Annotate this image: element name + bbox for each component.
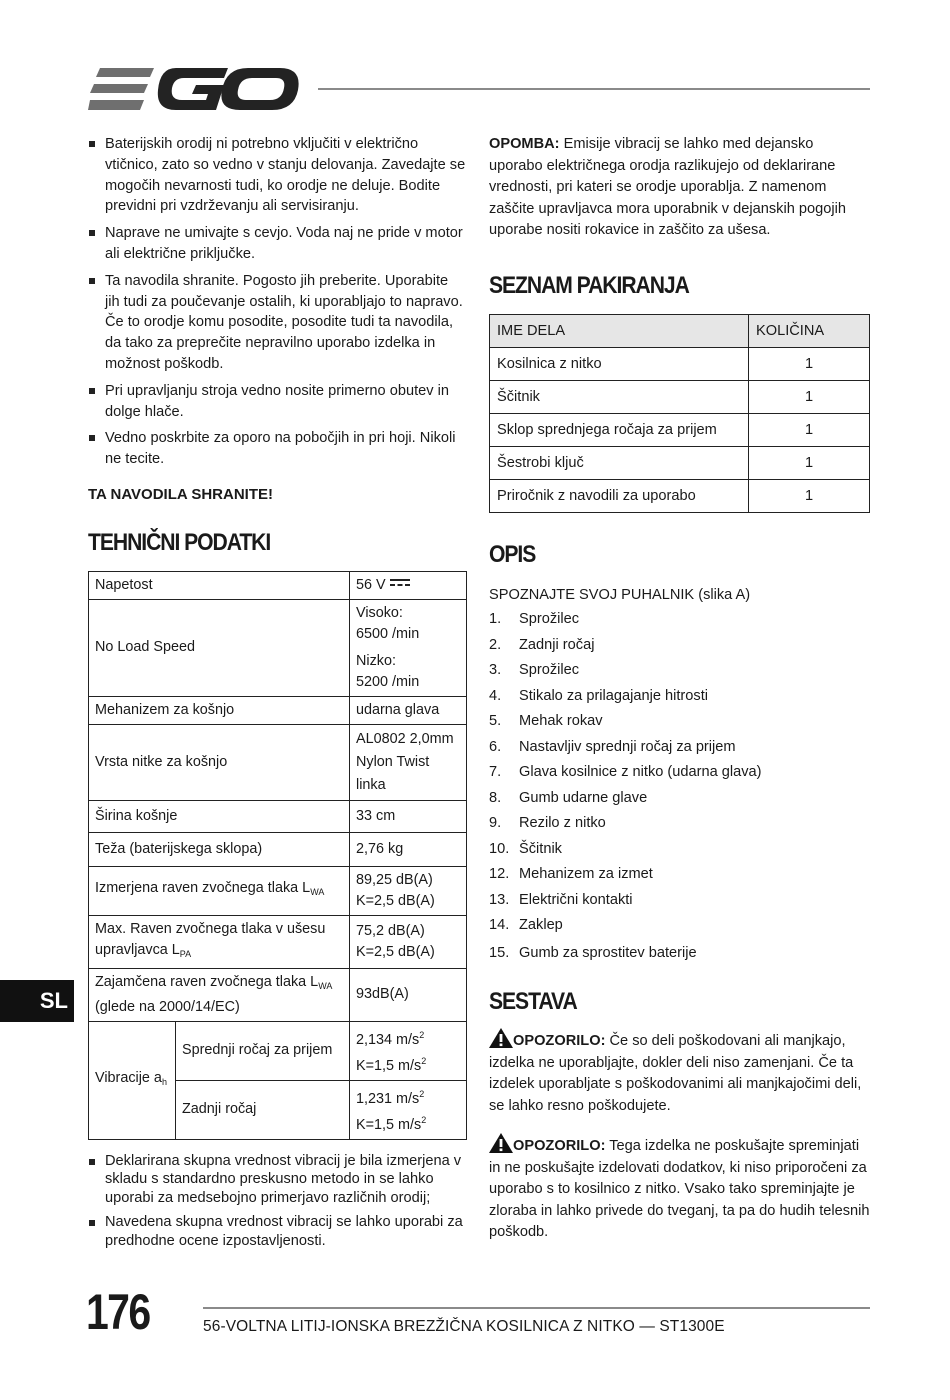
sestava-heading: SESTAVA: [489, 988, 577, 1015]
bullet-square-icon: [89, 278, 95, 284]
footer-rule: [203, 1307, 870, 1309]
list-item: 14. Zaklep: [489, 917, 563, 933]
footer-title: 56-VOLTNA LITIJ-IONSKA BREZŽIČNA KOSILNICA Z NITKO — ST1300E: [203, 1318, 725, 1335]
table-cell: Izmerjena raven zvočnega tlaka $L_{WA}$: [89, 866, 350, 915]
list-item: 7. Glava kosilnice z nitko (udarna glava): [489, 764, 762, 780]
dc-symbol-icon: [390, 578, 410, 588]
vibration-notes: [88, 1152, 466, 1251]
right-column: [489, 134, 870, 1244]
table-cell: Širina košnje: [89, 800, 350, 832]
table-cell: 2,76 kg: [350, 832, 467, 866]
packing-table: [489, 314, 870, 513]
list-item: 12. Mehanizem za izmet: [489, 866, 653, 882]
table-cell: 2,134 $m/s^2$ K=1,5 $m/s^2$: [350, 1021, 467, 1080]
table-cell: AL0802 2,0mm Nylon Twist linka: [350, 724, 467, 800]
bullet-square-icon: [89, 230, 95, 236]
list-item: 1. Sprožilec: [489, 611, 580, 627]
list-item: Navedena skupna vrednost vibracij se lahko uporabi za predhodne ocene izpostavljenosti.: [88, 1213, 466, 1250]
list-item: 2. Zadnji ročaj: [489, 636, 595, 653]
table-cell: Sprednji ročaj za prijem: [176, 1021, 350, 1080]
list-item: Naprave ne umivajte s cevjo. Voda naj ne pride v motor ali električne priključke.: [88, 223, 466, 265]
table-cell: 1,231 $m/s^2$ K=1,5 $m/s^2$: [350, 1080, 467, 1139]
bullet-square-icon: [89, 388, 95, 394]
table-cell: Max. Raven zvočnega tlaka v ušesu upravljavca $L_{PA}$: [89, 915, 350, 968]
warning-1: OPOZORILO: Če so deli poškodovani ali manjkajo, izdelka ne uporabljajte, dokler deli niso zamenjani. Če ta izdelek uporabljate s poškodovanimi ali manjkajočimi deli, se lahko resno poškodujete.: [489, 1028, 870, 1117]
warning-triangle-icon: [489, 1133, 513, 1153]
table-cell: Zadnji ročaj: [176, 1080, 350, 1139]
list-item: Baterijskih orodij ni potrebno vključiti v električno vtičnico, zato so vedno v stanju delovanja. Zavedajte se mogočih nevarnosti tudi, ko orodje ne deluje. Bodite previdni pri vzdrževanju ali servisiranju.: [88, 134, 466, 217]
column-header-qty: KOLIČINA: [749, 314, 870, 347]
table-cell: Napetost: [89, 571, 350, 599]
table-row: Šestrobi ključ 1: [490, 446, 870, 479]
table-cell: No Load Speed: [89, 599, 350, 696]
page-number: 176: [86, 1284, 150, 1340]
list-item: 10. Ščitnik: [489, 840, 562, 857]
list-item: 4. Stikalo za prilagajanje hitrosti: [489, 687, 709, 704]
table-cell: 93dB(A): [350, 968, 467, 1021]
opis-intro: SPOZNAJTE SVOJ PUHALNIK (slika A): [489, 586, 751, 603]
table-cell: Teža (baterijskega sklopa): [89, 832, 350, 866]
bullet-square-icon: [89, 435, 95, 441]
list-item: Deklarirana skupna vrednost vibracij je bila izmerjena v skladu s standardno preskusno metodo in se lahko uporabi za medsebojno primerjavo različnih orodij;: [88, 1152, 466, 1208]
list-item: 3. Sprožilec: [489, 662, 580, 678]
warning-triangle-icon: [489, 1028, 513, 1048]
list-item: Pri upravljanju stroja vedno nosite primerno obutev in dolge hlače.: [88, 381, 466, 423]
table-row: [89, 1021, 467, 1080]
table-cell: Mehanizem za košnjo: [89, 696, 350, 724]
table-cell: Visoko: 6500 /min Nizko: 5200 /min: [350, 599, 467, 696]
table-cell: udarna glava: [350, 696, 467, 724]
table-row: Priročnik z navodili za uporabo 1: [490, 479, 870, 512]
table-cell: 56 V: [350, 571, 467, 599]
column-header-name: IME DELA: [490, 314, 749, 347]
save-instructions-note: TA NAVODILA SHRANITE!: [88, 485, 273, 503]
table-row: Kosilnica z nitko 1: [490, 347, 870, 380]
list-item: Vedno poskrbite za oporo na pobočjih in pri hoji. Nikoli ne tecite.: [88, 428, 466, 470]
bullet-square-icon: [89, 1220, 95, 1226]
table-row: [89, 968, 467, 1021]
list-item: 8. Gumb udarne glave: [489, 789, 648, 806]
table-row: [89, 571, 467, 599]
table-header-row: [490, 314, 870, 347]
bullet-square-icon: [89, 141, 95, 147]
table-row: [89, 696, 467, 724]
tech-heading: TEHNIČNI PODATKI: [88, 528, 271, 556]
table-cell: 89,25 dB(A) K=2,5 dB(A): [350, 866, 467, 915]
opis-heading: OPIS: [489, 540, 536, 568]
table-cell: 33 cm: [350, 800, 467, 832]
table-row: [89, 599, 467, 696]
table-row: [89, 866, 467, 915]
table-cell: Zajamčena raven zvočnega tlaka $L_{WA}$ (glede na 2000/14/EC): [89, 968, 350, 1021]
table-row: Ščitnik 1: [490, 380, 870, 413]
list-item: Ta navodila shranite. Pogosto jih preberite. Uporabite jih tudi za poučevanje ostalih, ki uporabljajo to napravo. Če to orodje komu posodite, posodite tudi ta navodila, da tako za preprečite nepravilno uporabo izdelka in možnost poškodb.: [88, 271, 466, 375]
ego-logo: [88, 66, 300, 112]
packing-heading: SEZNAM PAKIRANJA: [489, 271, 689, 299]
list-item: 6. Nastavljiv sprednji ročaj za prijem: [489, 738, 736, 755]
table-row: [89, 832, 467, 866]
table-row: [89, 724, 467, 800]
list-item: 9. Rezilo z nitko: [489, 815, 606, 831]
table-cell: Vrsta nitke za košnjo: [89, 724, 350, 800]
parts-list: [489, 607, 870, 966]
opomba-note: OPOMBA: Emisije vibracij se lahko med dejansko uporabo električnega orodja razlikujejo od deklarirane vrednosti, pri kateri se orodje uporablja. Z namenom zaščite upravljavca mora uporabnik v dejanskih pogojih uporabe nositi rokavice in zaščito za ušesa.: [489, 136, 846, 238]
warning-2: OPOZORILO: Tega izdelka ne poskušajte spreminjati in ne poskušajte izdelovati dodatkov, ki niso priporočeni za uporabo s to kosilnico z nitko. Vsako tako spreminjajte je zloraba in lahko privede do tveganj, ta pa do hudih telesnih poškodb.: [489, 1133, 870, 1244]
language-tab: SL: [0, 980, 74, 1022]
list-item: 5. Mehak rokav: [489, 713, 603, 729]
table-cell: 75,2 dB(A) K=2,5 dB(A): [350, 915, 467, 968]
list-item: 13. Električni kontakti: [489, 891, 633, 908]
tech-spec-table: [88, 571, 467, 1140]
table-row: [89, 915, 467, 968]
table-row: [89, 800, 467, 832]
list-item: 15. Gumb za sprostitev baterije: [489, 944, 697, 961]
header-rule: [318, 88, 870, 90]
bullet-square-icon: [89, 1159, 95, 1165]
table-row: Sklop sprednjega ročaja za prijem 1: [490, 413, 870, 446]
table-cell: Vibracije $a_h$: [89, 1021, 176, 1139]
left-column: [88, 134, 466, 1256]
safety-bullets: [88, 134, 466, 470]
